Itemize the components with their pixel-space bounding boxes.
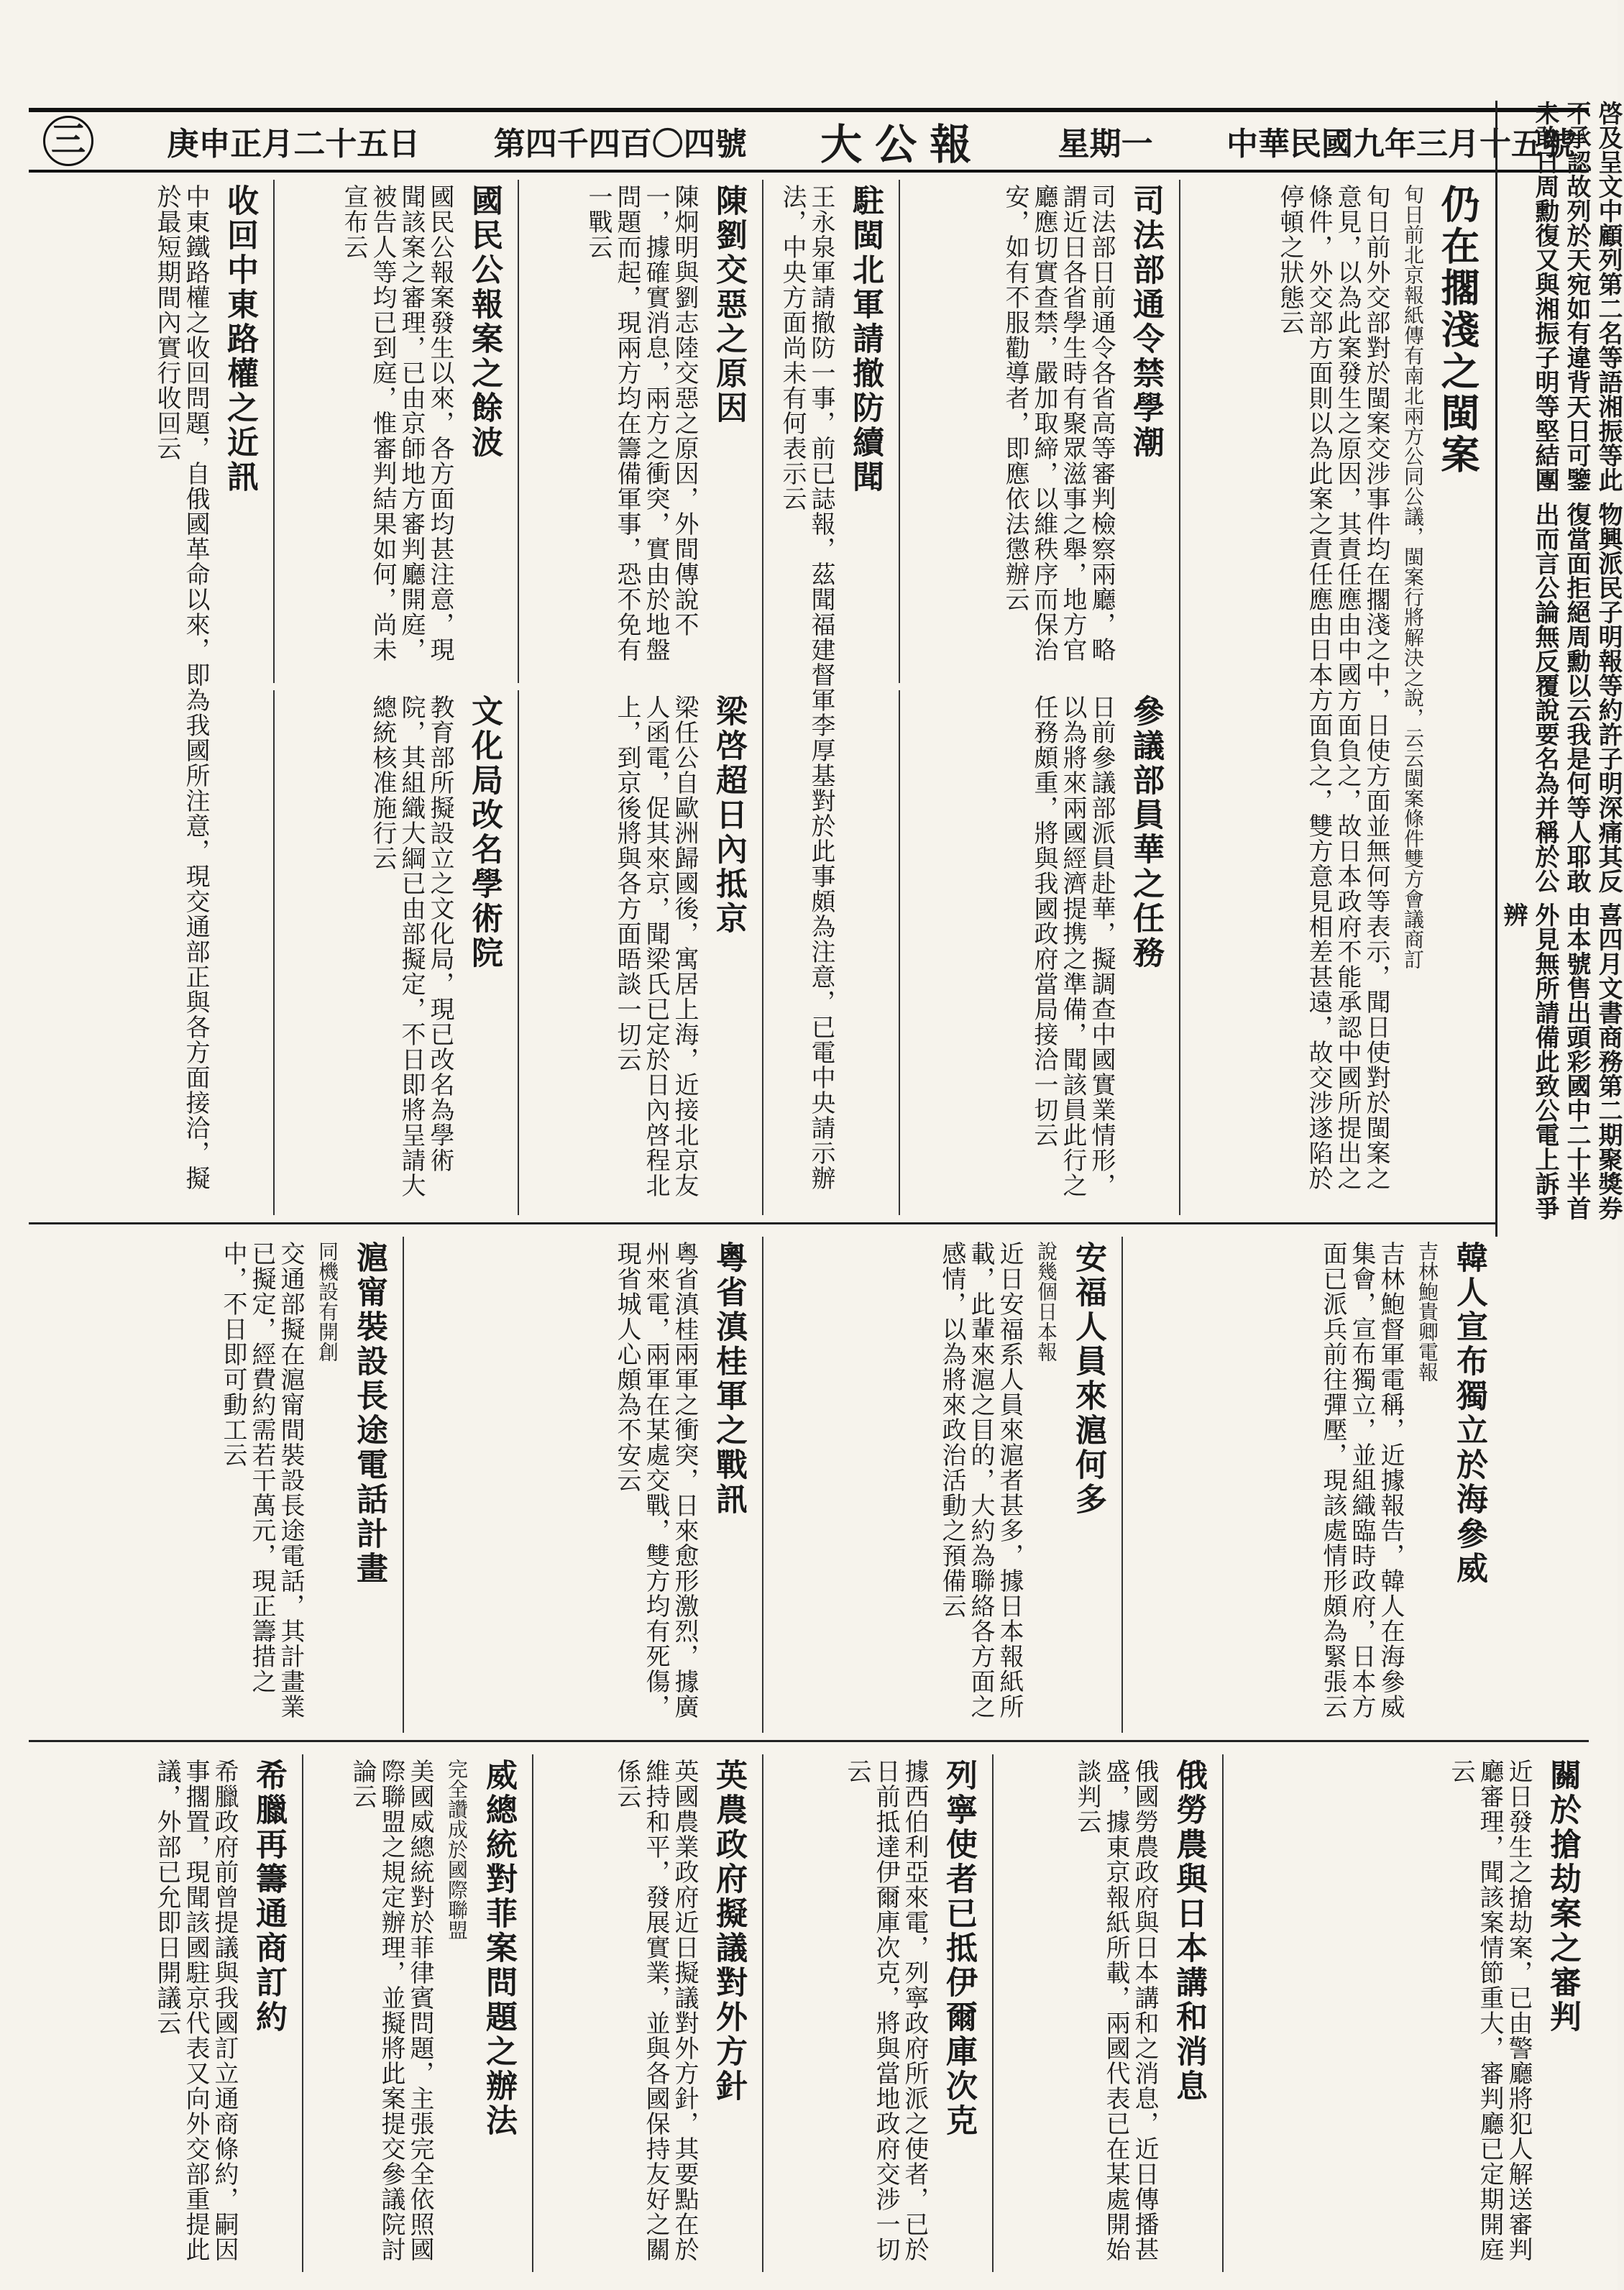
- notice-line-2: 物興派民子明報等約許子明深痛其反復當面拒絕周勳以云我是何等人耶敢出而言公論無反覆說要名為并稱於公: [1531, 501, 1623, 893]
- article-subhead: 同機設有開創: [316, 1241, 339, 1362]
- page-number: 三: [43, 116, 93, 166]
- article-body: 旬日前外交部對於閩案交涉事件均在擱淺之中，日使方面並無何等表示，聞日使對於閩案之意見，以為此案發生之原因，其責任應由中國方面負之，故日本政府不能承認中國所提出之條件，外交部方面則以為此案之責任應由日本方面負之，雙方意見相差甚遠，故交涉遂陷於停頓之狀態云: [1275, 184, 1390, 1191]
- article-body: 梁任公自歐洲歸國後，寓居上海，近接北京友人函電，促其來京，聞梁氏已定於日內啓程北上，到京後將與各方面晤談一切云: [613, 695, 699, 1198]
- article-culture-bureau: [273, 690, 510, 1215]
- article-body: 近日安福系人員來滬者甚多，據日本報紙所載，此輩來滬之目的，大約為聯絡各方面之感情，以為將來政治活動之預備云: [937, 1241, 1024, 1719]
- article-headline: 希臘再籌通商訂約: [250, 1759, 287, 2035]
- article-body: 粵省滇桂兩軍之衝突，日來愈形激烈，據廣州來電，兩軍在某處交戰，雙方均有死傷，現省城人心頗為不安云: [613, 1241, 699, 1719]
- article-headline: 收回中東路權之近訊: [221, 184, 258, 495]
- article-body: 希臘政府前曾提議與我國訂立通商條約，嗣因事擱置，現聞該國駐京代表又向外交部重提此議，外部已允即日開議云: [152, 1759, 239, 2262]
- article-headline: 關於搶劫案之審判: [1544, 1759, 1581, 2035]
- article-headline: 司法部通令禁學潮: [1127, 184, 1164, 460]
- article-subhead: 旬日前北京報紙傳有南北兩方公同公議，閩案行將解決之說，云云閩案條件雙方會議商訂: [1401, 184, 1425, 969]
- lunar-date: 庚申正月二十五日: [167, 126, 421, 162]
- notice-line-1: 喜四月文書商務第二期聚獎券由本號售出頭彩國中二十半首外見無所請備此致公電上訴爭辨: [1499, 902, 1623, 1221]
- weekday: 星期一: [1058, 126, 1153, 162]
- article-robbery-trial: [1222, 1754, 1589, 2272]
- article-judiciary: [899, 180, 1172, 683]
- article-body: 俄國勞農政府與日本講和之消息，近日傳播甚盛，據東京報紙所載，兩國代表已在某處開始談判云: [1073, 1759, 1159, 2262]
- article-headline: 陳劉交惡之原因: [710, 184, 747, 426]
- article-headline: 俄勞農與日本講和消息: [1170, 1759, 1207, 2104]
- article-headline: 安福人員來滬何多: [1070, 1241, 1106, 1517]
- article-headline: 韓人宣布獨立於海參威: [1451, 1241, 1487, 1586]
- article-headline: 威總統對菲案問題之辦法: [480, 1759, 517, 2138]
- article-body: 教育部所擬設立之文化局，現已改名為學術院，其組織大綱已由部擬定，不日即將呈請大總統核准施行云: [368, 695, 454, 1198]
- article-body: 交通部擬在滬甯間裝設長途電話，其計畫業已擬定，經費約需若干萬元，現正籌措之中，不日即可動工云: [219, 1241, 305, 1719]
- article-headline: 仍在擱淺之閩案: [1435, 184, 1481, 476]
- article-body: 據西伯利亞來電，列寧政府所派之使者，已於日前抵達伊爾庫次克，將與當地政府交涉一切云: [843, 1759, 929, 2262]
- divider-lower: [29, 1740, 1589, 1742]
- article-headline: 粵省滇桂軍之戰訊: [710, 1241, 747, 1517]
- article-guomin-gongbao: [273, 180, 510, 683]
- article-korean-independence: [1121, 1237, 1495, 1733]
- article-headline: 駐閩北軍請撤防續聞: [847, 184, 884, 495]
- notice-text: [1497, 101, 1624, 1237]
- article-chen-liu: [518, 180, 755, 683]
- article-headline: 英農政府擬議對外方針: [710, 1759, 747, 2104]
- article-headline: 滬甯裝設長途電話計畫: [351, 1241, 387, 1586]
- article-lenin-envoy: [762, 1754, 985, 2272]
- article-body: 吉林鮑督軍電稱，近據報告，韓人在海參威集會，宣布獨立，並組織臨時政府，日本方面已派兵前往彈壓，現該處情形頗為緊張云: [1318, 1241, 1405, 1719]
- article-greece-treaty: [29, 1754, 295, 2272]
- article-headline: 梁啓超日內抵京: [710, 695, 747, 936]
- masthead: [29, 108, 1589, 173]
- article-subhead: 吉林鮑貴卿電報: [1416, 1241, 1439, 1382]
- article-body: 美國威總統對於菲律賓問題，主張完全依照國際聯盟之規定辦理，並擬將此案提交參議院討論云: [348, 1759, 434, 2262]
- article-british-policy: [532, 1754, 755, 2272]
- article-body: 近日發生之搶劫案，已由警廳將犯人解送審判廳審理，聞該案情節重大，審判廳已定期開庭云: [1446, 1759, 1533, 2262]
- article-headline: 參議部員華之任務: [1127, 695, 1164, 971]
- article-min-case: [1179, 180, 1488, 1215]
- article-body: 司法部日前通令各省高等審判檢察兩廳，略謂近日各省學生時有聚眾滋事之舉，地方官廳應切實查禁，嚴加取締，以維秩序而保治安，如有不服勸導者，即應依法懲辦云: [1001, 184, 1116, 662]
- publication-date: 中華民國九年三月十五號: [1226, 126, 1574, 162]
- article-liang-qichao: [518, 690, 755, 1215]
- article-body: 國民公報案發生以來，各方面均甚注意，現聞該案之審理，已由京師地方審判廳開庭，被告人等均已到庭，惟審判結果如何，尚未宣布云: [339, 184, 454, 662]
- article-body: 王永泉軍請撤防一事，前已誌報，茲聞福建督軍李厚基對於此事頗為注意，已電中央請示辦法，中央方面尚未有何表示云: [778, 184, 835, 1191]
- newspaper-title: 大公報: [820, 120, 985, 169]
- article-chinese-eastern-railway: [29, 180, 266, 1215]
- article-subhead: 完全讚成於國際聯盟: [445, 1759, 469, 1940]
- article-body: 日前參議部派員赴華，擬調查中國實業情形，以為將來兩國經濟提携之準備，聞該員此行之任務頗重，將與我國政府當局接洽一切云: [1029, 695, 1116, 1198]
- divider-upper: [29, 1222, 1495, 1224]
- article-guangdong-war: [403, 1237, 755, 1733]
- article-anfu-shanghai: [762, 1237, 1114, 1733]
- article-headline: 列寧使者已抵伊爾庫次克: [940, 1759, 977, 2138]
- article-headline: 國民公報案之餘波: [466, 184, 503, 460]
- article-body: 英國農業政府近日擬議對外方針，其要點在於維持和平，發展實業，並與各國保持友好之關係云: [613, 1759, 699, 2262]
- article-wilson-philippines: [302, 1754, 525, 2272]
- notice-strip: [1495, 101, 1623, 1237]
- article-headline: 文化局改名學術院: [466, 695, 503, 971]
- article-councillor: [899, 690, 1172, 1215]
- article-soviet-japan: [992, 1754, 1215, 2272]
- article-body: 中東鐵路權之收回問題，自俄國革命以來，即為我國所注意，現交通部正與各方面接洽，擬於最短期間內實行收回云: [152, 184, 210, 1191]
- article-fujian-troops: [762, 180, 891, 1215]
- article-telephone-plan: [29, 1237, 395, 1733]
- issue-number: 第四千四百〇四號: [493, 126, 747, 162]
- article-body: 陳炯明與劉志陸交惡之原因，外間傳說不一，據確實消息，兩方之衝突，實由於地盤問題而起，現兩方均在籌備軍事，恐不免有一戰云: [584, 184, 699, 662]
- article-subhead: 說幾個日本報: [1035, 1241, 1058, 1362]
- notice-line-3: 啓及呈文中顧列第二名等語湘振等此不承認故列於天宛如有違背天日可鑒未敢日周勳復又與湘振子明等堅結團: [1531, 101, 1623, 493]
